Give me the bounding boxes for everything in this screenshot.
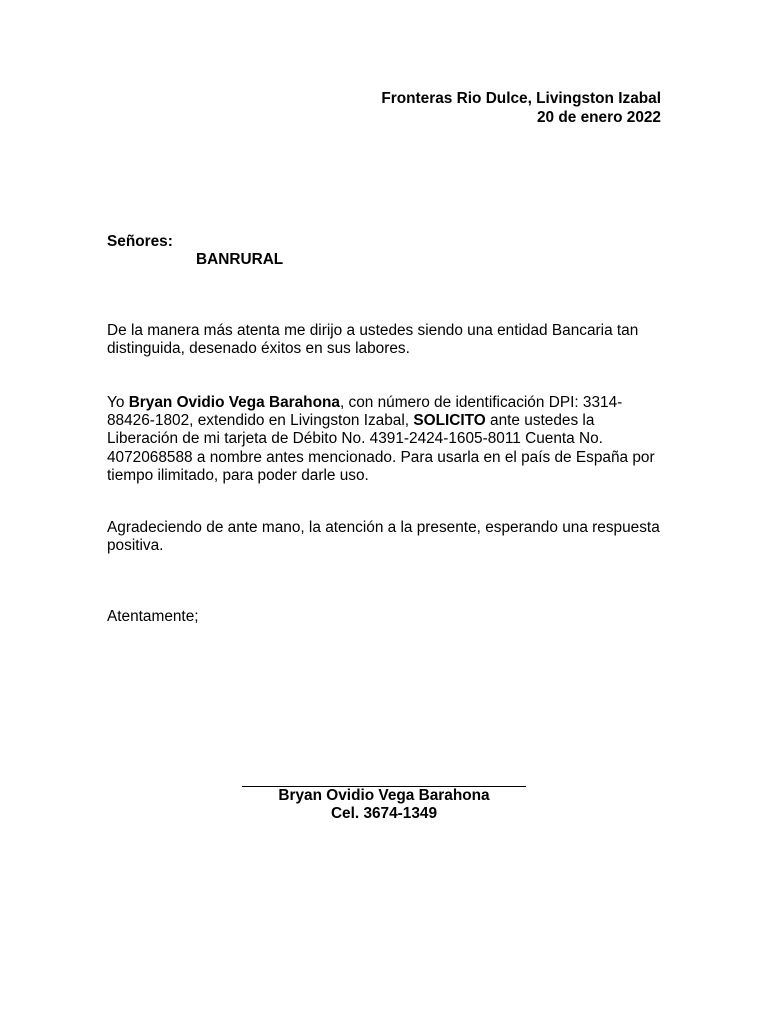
closing: Atentamente; — [107, 608, 199, 625]
recipient: BANRURAL — [196, 251, 284, 268]
request-text-1: Yo — [107, 394, 129, 411]
paragraph-request — [107, 394, 663, 485]
salutation: Señores: — [107, 233, 173, 250]
header-place: Fronteras Rio Dulce, Livingston Izabal — [381, 90, 661, 107]
paragraph-thanks: Agradeciendo de ante mano, la atención a la presente, esperando una respuesta positiva. — [107, 519, 660, 555]
signature-block — [234, 787, 534, 823]
request-text-2: , con número de identificación DPI: 3314-88426-1802, extendido en Livingston Izabal, — [107, 394, 623, 430]
signature-phone: Cel. 3674-1349 — [330, 805, 438, 822]
header-date: 20 de enero 2022 — [536, 108, 661, 126]
request-text-3: ante ustedes la Liberación de mi tarjeta de Débito No. 4391-2424-1605-8011 Cuenta No. 4072068588 a nombre antes mencionado. Para usarla en el país de España por tiempo ilimitado, para poder darle uso. — [107, 412, 655, 484]
request-keyword: SOLICITO — [413, 412, 486, 430]
paragraph-intro: De la manera más atenta me dirijo a ustedes siendo una entidad Bancaria tan distinguida, desenado éxitos en sus labores. — [107, 322, 639, 358]
signature-name: Bryan Ovidio Vega Barahona — [278, 787, 490, 804]
letter-header — [381, 90, 661, 127]
requester-name: Bryan Ovidio Vega Barahona — [128, 394, 340, 411]
